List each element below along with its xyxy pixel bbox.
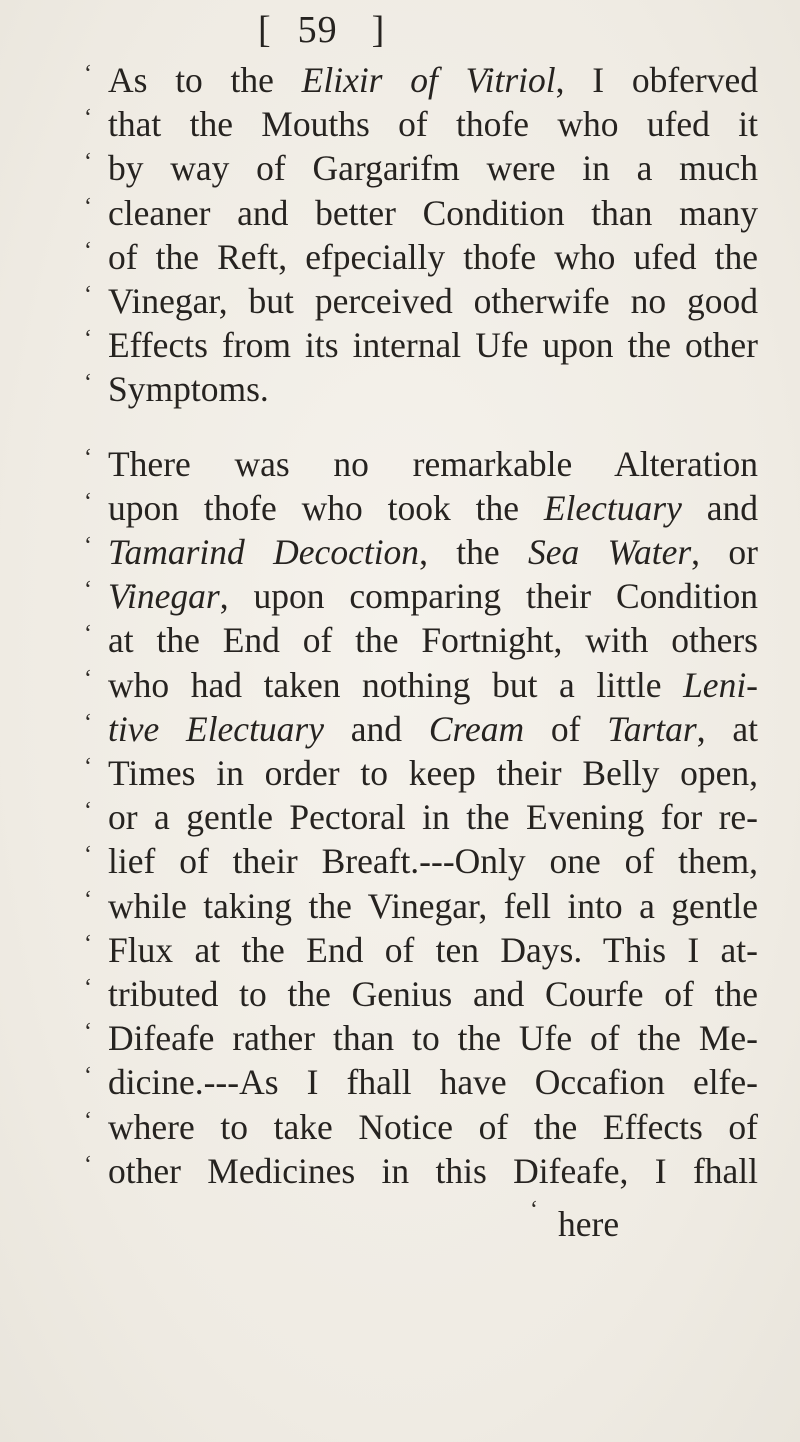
italic-text: Cream [428, 708, 525, 749]
line-content [108, 58, 758, 102]
text-line [84, 574, 788, 618]
line-content [108, 367, 269, 411]
text-segment: other Medicines in this Difeafe, I fhall [108, 1150, 758, 1191]
line-content [108, 102, 758, 146]
catchword-text: here [558, 1204, 620, 1244]
quotation-mark: ‘ [84, 754, 92, 780]
line-content [108, 839, 758, 883]
quotation-mark: ‘ [84, 1063, 92, 1090]
italic-text: Vinegar [108, 576, 220, 617]
quotation-mark: ‘ [84, 798, 92, 825]
text-segment: while taking the Vinegar, fell into a gentle [108, 885, 758, 926]
quotation-mark: ‘ [84, 709, 92, 736]
text-segment: that the Mouths of thofe who ufed it [108, 104, 758, 145]
quotation-mark: ‘ [84, 326, 92, 353]
text-line [84, 1016, 788, 1060]
line-content [108, 751, 758, 795]
text-line [84, 795, 788, 839]
line-content [108, 707, 758, 751]
text-segment: , at [696, 708, 758, 749]
page-number-close-bracket: ] [371, 9, 386, 51]
line-content [108, 1149, 758, 1193]
quotation-mark: ‘ [84, 975, 92, 1001]
text-segment: tributed to the Genius and Courfe of the [108, 974, 758, 1014]
italic-text: Elixir of Vitriol [301, 60, 556, 100]
quotation-mark: ‘ [84, 149, 92, 176]
text-line [84, 707, 788, 751]
quotation-mark: ‘ [84, 665, 92, 692]
quotation-mark: ‘ [84, 533, 92, 559]
quotation-mark: ‘ [84, 1107, 92, 1134]
text-segment: , I obferved [555, 60, 759, 100]
quotation-mark: ‘ [84, 370, 92, 397]
line-content [108, 323, 758, 367]
text-line [84, 530, 788, 574]
line-content [108, 486, 758, 530]
line-content [108, 442, 758, 486]
text-segment: There was no remarkable Alteration [108, 443, 758, 484]
text-line [84, 235, 788, 279]
line-content [108, 972, 758, 1016]
quotation-mark: ‘ [84, 930, 92, 957]
line-content [108, 574, 758, 618]
italic-text: tive Electuary [108, 708, 325, 749]
line-content [108, 884, 758, 928]
quotation-mark: ‘ [84, 61, 92, 87]
line-content [108, 1016, 758, 1060]
text-line [84, 928, 788, 972]
quotation-mark: ‘ [84, 488, 92, 515]
line-content [108, 928, 758, 972]
page-number-open-bracket: [ [258, 9, 272, 51]
text-segment: at the End of the Fortnight, with others [108, 620, 758, 661]
italic-text: Sea Water [528, 532, 692, 572]
quotation-mark: ‘ [84, 1019, 92, 1046]
text-segment: where to take Notice of the Effects of [108, 1106, 758, 1147]
text-segment: and [324, 708, 429, 749]
line-content [108, 279, 758, 323]
text-line [84, 751, 788, 795]
line-content [108, 795, 758, 839]
text-line [84, 839, 788, 883]
quotation-mark: ‘ [84, 444, 92, 471]
text-line [84, 279, 788, 323]
text-line [84, 442, 788, 486]
quotation-mark: ‘ [84, 842, 92, 869]
page-number [258, 8, 385, 52]
text-line [84, 1149, 788, 1193]
quotation-mark: ‘ [84, 621, 92, 648]
italic-text: Leni- [683, 664, 758, 705]
line-content [108, 663, 758, 707]
text-line [84, 884, 788, 928]
line-content [108, 235, 758, 279]
text-line [84, 618, 788, 662]
text-line [84, 486, 788, 530]
text-segment: Symptoms. [108, 369, 269, 410]
line-content [108, 1105, 758, 1149]
text-segment: , upon comparing their Condition [219, 576, 758, 617]
line-content [108, 1060, 758, 1104]
text-line [84, 1060, 788, 1104]
text-segment: Effects from its internal Ufe upon the other [108, 325, 758, 366]
text-line [84, 58, 788, 102]
text-segment: Difeafe rather than to the Ufe of the Me- [108, 1018, 758, 1059]
text-segment: or a gentle Pectoral in the Evening for re- [108, 797, 758, 838]
quotation-mark: ‘ [84, 886, 92, 913]
line-content [108, 146, 758, 190]
quotation-mark: ‘ [84, 105, 92, 132]
italic-text: Tamarind Decoction [108, 532, 420, 572]
text-line [84, 972, 788, 1016]
line-content [108, 530, 758, 574]
text-segment: lief of their Breaft.---Only one of them, [108, 841, 758, 882]
text-line [84, 367, 788, 411]
quotation-mark: ‘ [84, 282, 92, 308]
text-segment: Times in order to keep their Belly open, [108, 753, 758, 793]
quotation-mark: ‘ [84, 193, 92, 220]
quotation-mark: ‘ [84, 237, 92, 264]
line-content [108, 191, 758, 235]
catchword [530, 1197, 620, 1245]
text-segment: Flux at the End of ten Days. This I at- [108, 929, 758, 970]
text-line [84, 323, 788, 367]
text-segment: of the Reft, efpecially thofe who ufed the [108, 236, 758, 277]
line-content [108, 618, 758, 662]
italic-text: Electuary [543, 487, 682, 528]
italic-text: Tartar [607, 708, 697, 749]
quotation-mark: ‘ [530, 1197, 538, 1223]
text-line [84, 102, 788, 146]
text-line [84, 663, 788, 707]
text-segment: , or [691, 532, 758, 572]
text-line [84, 191, 788, 235]
quotation-mark: ‘ [84, 1151, 92, 1178]
text-line [84, 1105, 788, 1149]
text-segment: upon thofe who took the [108, 487, 544, 528]
text-segment: who had taken nothing but a little [108, 664, 684, 705]
text-segment: , the [419, 532, 529, 572]
text-segment: Vinegar, but perceived otherwife no good [108, 281, 758, 321]
page-number-value: 59 [297, 9, 338, 51]
text-segment: cleaner and better Condition than many [108, 192, 758, 233]
text-segment: dicine.---As I fhall have Occafion elfe- [108, 1062, 758, 1103]
text-segment: of [524, 708, 608, 749]
quotation-mark: ‘ [84, 577, 92, 604]
text-line [84, 146, 788, 190]
text-segment: by way of Gargarifm were in a much [108, 148, 758, 189]
text-segment: and [681, 487, 758, 528]
text-segment: As to the [108, 60, 302, 100]
